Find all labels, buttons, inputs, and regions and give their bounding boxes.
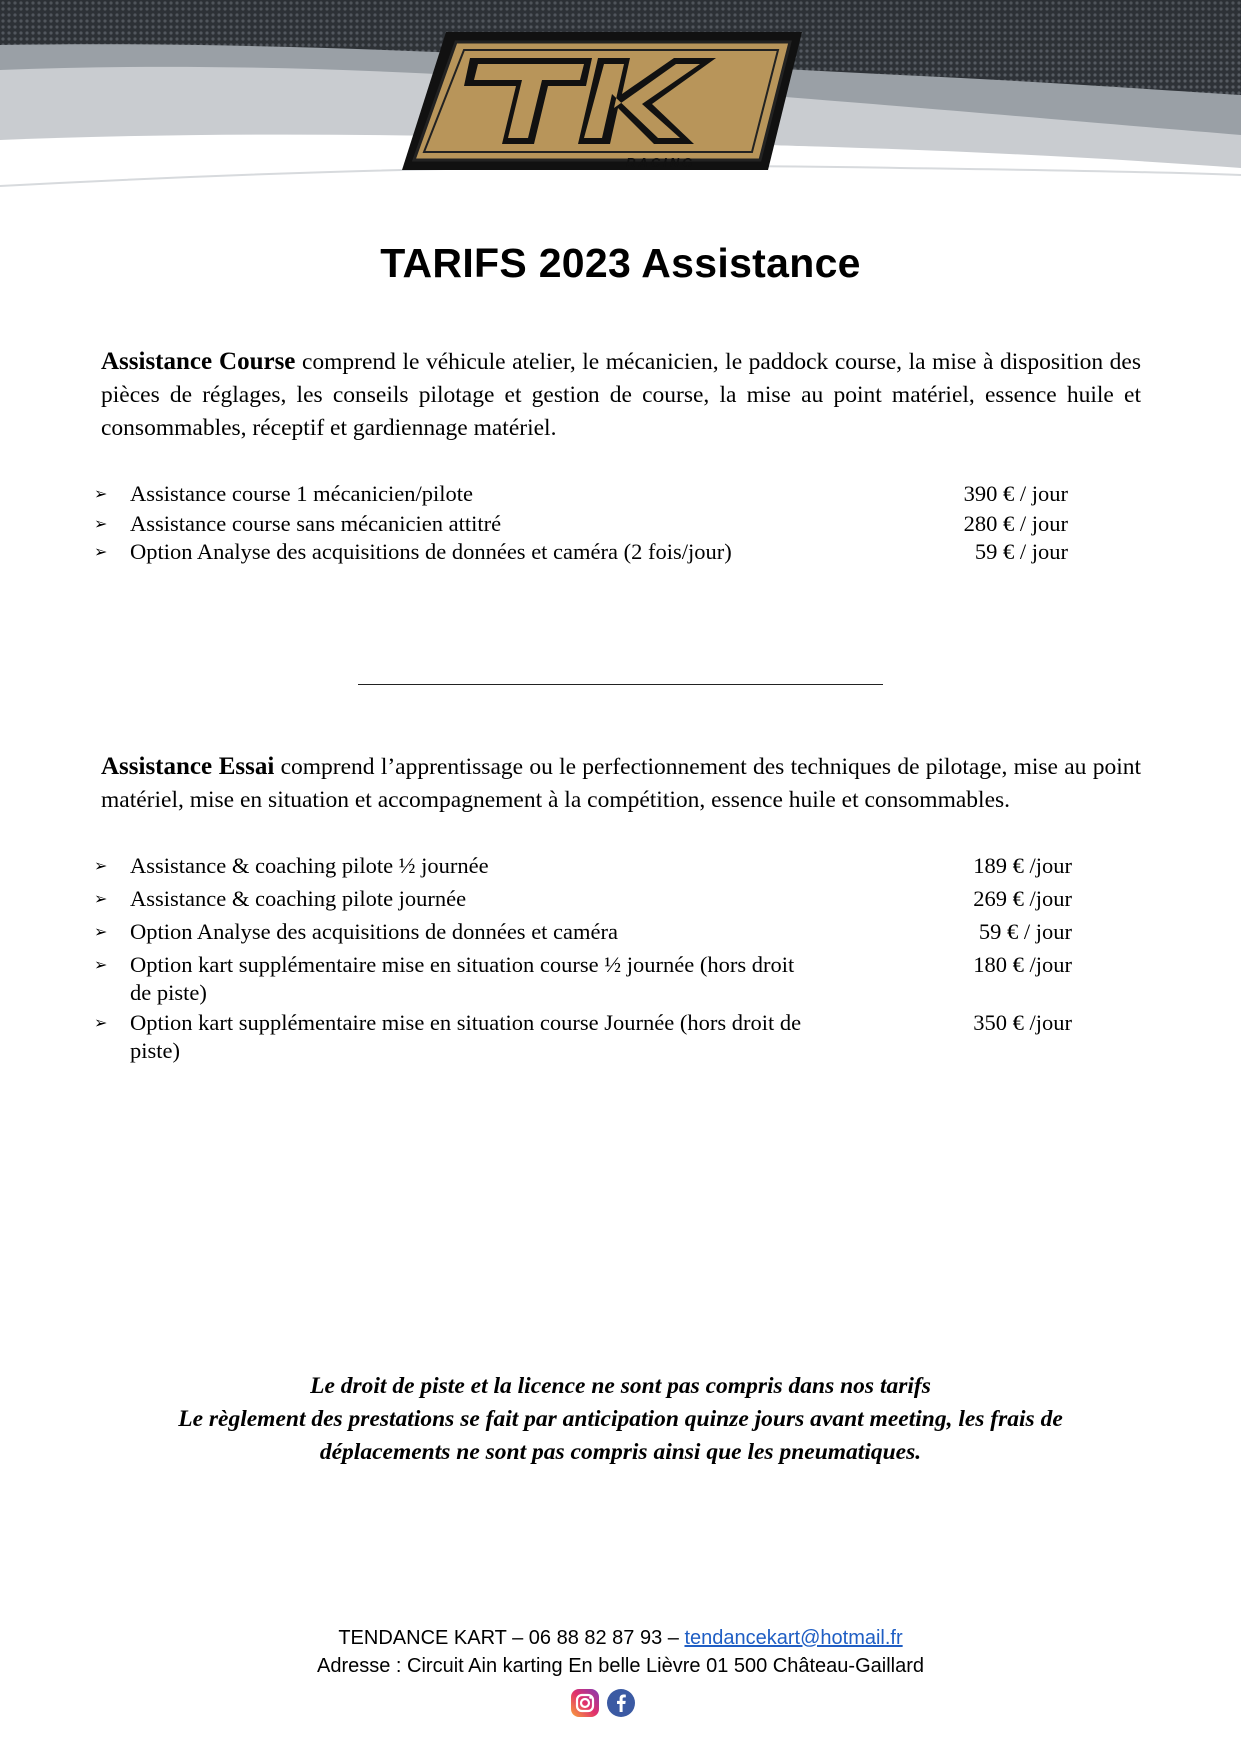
instagram-icon[interactable]	[570, 1688, 600, 1723]
course-heading: Assistance Course	[101, 348, 296, 375]
essai-text: comprend l’apprentissage ou le perfectionnement des techniques de pilotage, mise au point matériel, mise en situation et accompagnement à la compétition, essence huile et consommables.	[101, 754, 1141, 813]
contact-line	[0, 1624, 1241, 1652]
item-price: 180 € /jour	[973, 952, 1072, 977]
item-label: Assistance & coaching pilote ½ journée	[130, 853, 489, 878]
terms-notes	[0, 1370, 1241, 1469]
logo-graphic	[398, 28, 806, 174]
note-line: Le droit de piste et la licence ne sont pas compris dans nos tarifs	[310, 1373, 931, 1399]
item-label: Assistance course sans mécanicien attitré	[130, 511, 502, 536]
item-price: 59 € / jour	[978, 919, 1072, 944]
footer-contact	[0, 1624, 1241, 1680]
contact-prefix: TENDANCE KART – 06 88 82 87 93 –	[338, 1627, 685, 1649]
list-item	[0, 1009, 1241, 1067]
item-label: Assistance & coaching pilote journée	[130, 886, 467, 911]
arrow-bullet-icon: ➢	[94, 1013, 108, 1032]
list-item	[0, 885, 1241, 918]
item-label: Option kart supplémentaire mise en situation course ½ journée (hors droit de piste)	[130, 952, 795, 1005]
arrow-bullet-icon: ➢	[94, 955, 108, 974]
item-price: 59 € / jour	[974, 539, 1068, 564]
note-line: Le règlement des prestations se fait par anticipation quinze jours avant meeting, les frais de déplacements ne sont pas compris ainsi que les pneumatiques.	[178, 1406, 1063, 1465]
arrow-bullet-icon: ➢	[94, 922, 108, 941]
essai-description	[101, 750, 1141, 817]
list-item	[0, 480, 1241, 510]
list-item	[0, 951, 1241, 1009]
item-label: Option Analyse des acquisitions de données et caméra (2 fois/jour)	[130, 539, 732, 564]
course-text: comprend le véhicule atelier, le mécanicien, le paddock course, la mise à disposition des pièces de réglages, les conseils pilotage et gestion de course, la mise au point matériel, essence huile et consommables, réceptif et gardiennage matériel.	[101, 349, 1141, 441]
essai-price-list	[0, 852, 1241, 1067]
item-price: 269 € /jour	[973, 886, 1072, 911]
email-link[interactable]: tendancekart@hotmail.fr	[684, 1627, 903, 1649]
item-price: 189 € /jour	[973, 853, 1072, 878]
list-item	[0, 510, 1241, 538]
arrow-bullet-icon: ➢	[94, 889, 108, 908]
list-item	[0, 538, 1241, 566]
item-label: Option Analyse des acquisitions de données et caméra	[130, 919, 618, 944]
item-label: Option kart supplémentaire mise en situation course Journée (hors droit de piste)	[130, 1010, 802, 1063]
item-price: 350 € /jour	[973, 1010, 1072, 1035]
essai-heading: Assistance Essai	[101, 753, 275, 780]
arrow-bullet-icon: ➢	[94, 484, 108, 503]
item-price: 390 € / jour	[963, 481, 1068, 506]
social-icons	[570, 1688, 670, 1718]
section-divider	[358, 684, 883, 685]
arrow-bullet-icon: ➢	[94, 542, 108, 561]
arrow-bullet-icon: ➢	[94, 514, 108, 533]
course-price-list	[0, 480, 1241, 566]
arrow-bullet-icon: ➢	[94, 856, 108, 875]
item-label: Assistance course 1 mécanicien/pilote	[130, 481, 474, 506]
page-title: TARIFS 2023 Assistance	[380, 240, 861, 286]
list-item	[0, 918, 1241, 951]
item-price: 280 € / jour	[963, 511, 1068, 536]
course-description	[101, 345, 1141, 445]
header-banner	[0, 0, 1241, 200]
logo-subtext: RACING	[626, 155, 696, 170]
facebook-icon[interactable]	[606, 1688, 636, 1723]
address-line: Adresse : Circuit Ain karting En belle Lièvre 01 500 Château-Gaillard	[317, 1655, 924, 1677]
list-item	[0, 852, 1241, 885]
tk-racing-logo	[398, 28, 806, 174]
